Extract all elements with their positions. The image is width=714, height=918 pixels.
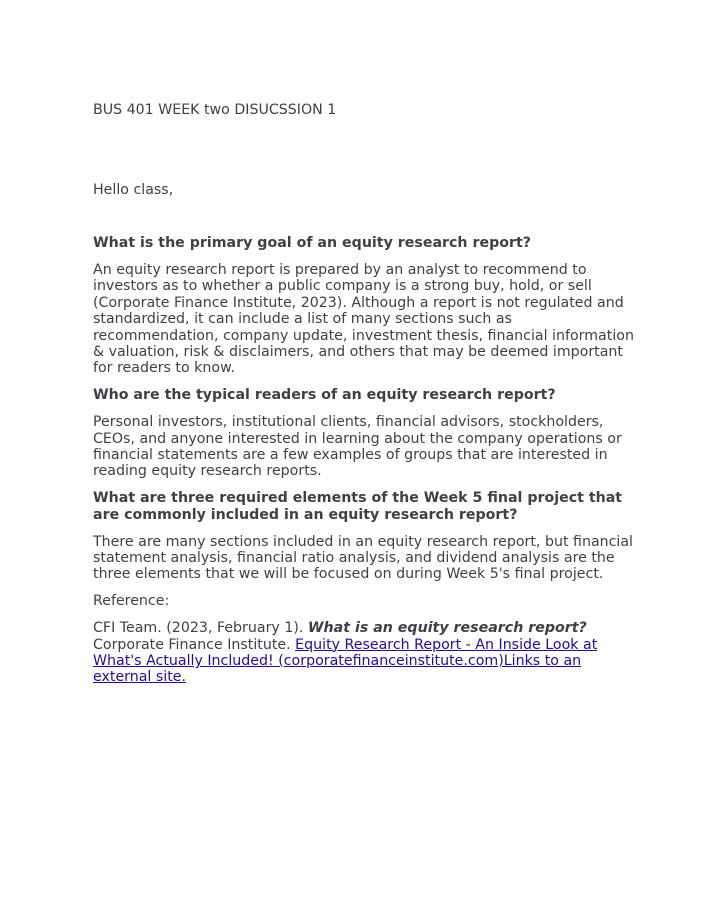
document-body (93, 235, 641, 696)
reference-author-date: CFI Team. (2023, February 1). (93, 620, 308, 637)
question-1: What is the primary goal of an equity research report? (93, 235, 531, 251)
reference-work-title: What is an equity research report? (307, 620, 587, 637)
reference-heading: Reference: (93, 593, 170, 610)
reference-citation (93, 620, 641, 686)
reference-link[interactable]: Equity Research Report - An Inside Look at What's Actually Included! (corporatefinanceinstitute.com)Links to an external site. (93, 636, 598, 686)
reference-publisher: Corporate Finance Institute. (93, 636, 296, 653)
greeting-text: Hello class, (93, 182, 174, 198)
answer-2: Personal investors, institutional clients, financial advisors, stockholders, CEOs, and anyone interested in learning about the company operations or financial statements are a few examples of groups that are interested in reading equity research reports. (93, 414, 622, 480)
answer-1: An equity research report is prepared by an analyst to recommend to investors as to whether a public company is a strong buy, hold, or sell (Corporate Finance Institute, 2023). Although a report is not regulated and standardized, it can include a list of many sections such as recommendation, company update, investment thesis, financial information & valuation, risk & disclaimers, and others that may be deemed important for readers to know. (93, 261, 634, 377)
answer-3: There are many sections included in an equity research report, but financial statement analysis, financial ratio analysis, and dividend analysis are the three elements that we will be focused on during Week 5's final project. (93, 533, 634, 583)
question-2: Who are the typical readers of an equity research report? (93, 387, 556, 404)
document-title: BUS 401 WEEK two DISUCSSION 1 (93, 102, 337, 118)
question-3: What are three required elements of the Week 5 final project that are commonly included in an equity research report? (93, 490, 623, 523)
